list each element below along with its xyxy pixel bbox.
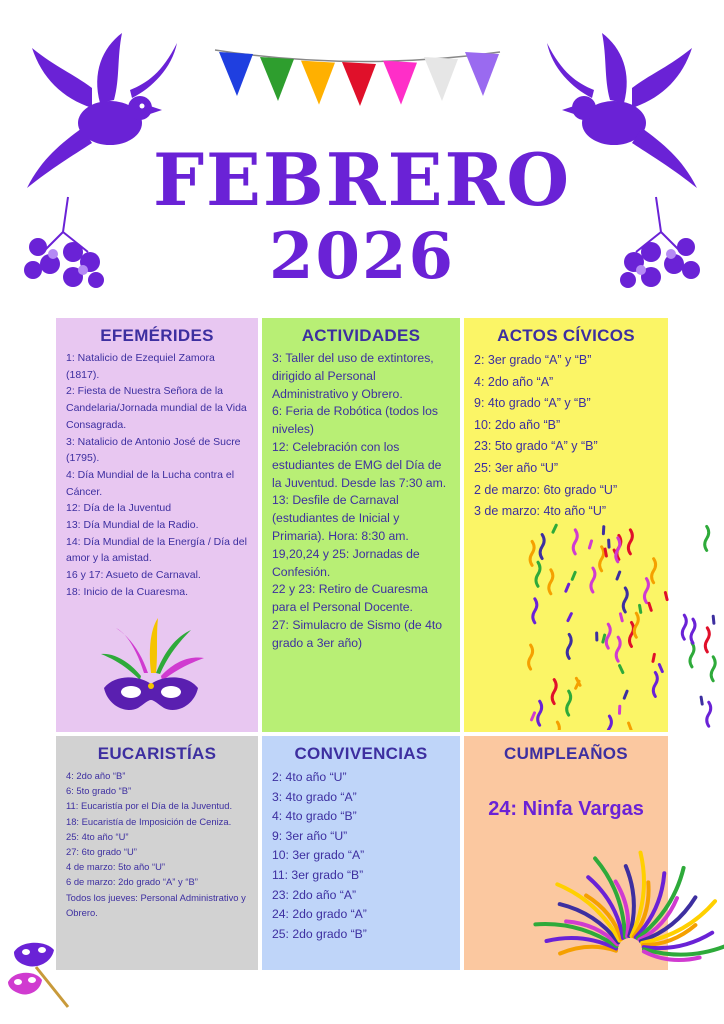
confetti-piece [530,541,534,565]
confetti-piece [553,525,556,532]
confetti-piece [549,570,553,594]
confetti-piece [653,654,654,661]
list-item: 16 y 17: Asueto de Carnaval. [66,569,201,582]
list-item: 23: 2do año “A” [272,887,357,902]
list-item: 25: 4to año “U” [66,830,129,842]
confetti-piece [665,593,667,600]
birthday-entry: 24: Ninfa Vargas [488,798,644,820]
confetti-piece [623,588,627,612]
confetti-piece [620,614,622,621]
list-item: 3: Natalicio de Antonio José de Sucre (1795). [66,435,241,465]
list-item: 27: Simulacro de Sismo (de 4to grado a 3er año) [272,617,443,650]
list-item: 12: Día de la Juventud [66,502,172,515]
list-item: 18: Eucaristía de Imposición de Ceniza. [66,815,232,827]
confetti-piece [644,579,648,603]
confetti-piece [533,599,537,623]
confetti-piece [707,702,711,726]
confetti [520,520,720,730]
actividades-list [272,350,450,653]
list-item: 4: 2do año “A” [474,374,554,389]
convivencias-panel [262,736,460,970]
confetti-piece [573,530,577,554]
confetti-piece [713,616,714,623]
confetti-piece [600,547,604,571]
bunting-flag [424,57,458,101]
confetti-piece [607,716,611,730]
confetti-piece [682,615,686,639]
page-year: 2026 [268,219,456,294]
list-item: 23: 5to grado “A” y “B” [474,439,598,454]
confetti-piece [603,635,605,642]
list-item: 3 de marzo: 4to año “U” [474,504,607,519]
list-item: 12: Celebración con los estudiantes de EMG del Día de la Juventud. Desde las 7:30 am. [272,439,447,490]
confetti-piece [540,535,544,559]
list-item: 2: 3er grado “A” y “B” [474,353,592,367]
cumpleanos-title: CUMPLEAÑOS [504,744,628,763]
confetti-piece [568,614,571,621]
list-item: 13: Desfile de Carnaval (estudiantes de Inicial y Primaria). Hora: 8:30 am. [272,493,409,543]
confetti-piece [634,613,638,637]
bunting-flag [301,61,335,105]
eucaristias-title: EUCARISTÍAS [97,744,217,763]
confetti-piece [616,637,620,661]
firework-ray [560,947,616,954]
eucaristias-list [66,768,248,920]
list-item: 4 de marzo: 5to año “U” [66,861,166,873]
list-item: 6: 5to grado “B” [66,785,132,797]
confetti-piece [653,672,657,696]
confetti-piece [711,657,715,681]
confetti-piece [629,622,633,646]
list-item: Todos los jueves: Personal Administrativo y Obrero. [66,891,246,918]
confetti-piece [566,584,569,591]
confetti-piece [567,634,571,658]
list-item: 22 y 23: Retiro de Cuaresma para el Personal Docente. [272,582,428,615]
efemerides-list [66,350,248,601]
carnival-mask-icon [96,618,206,718]
confetti-piece [620,666,623,673]
fireworks-icon [520,840,724,1024]
list-item: 2 de marzo: 6to grado “U” [474,482,618,497]
list-item: 10: 3er grado “A” [272,848,365,863]
list-item: 3: 4to grado “A” [272,789,357,804]
actos-civicos-title: ACTOS CÍVICOS [497,326,635,345]
list-item: 25: 2do grado “B” [272,926,367,941]
list-item: 19,20,24 y 25: Jornadas de Confesión. [272,546,420,579]
list-item: 24: 2do grado “A” [272,907,367,922]
page-title: FEBRERO [152,137,572,222]
bunting-flag [342,62,376,106]
confetti-piece [659,665,662,672]
bunting [205,42,515,122]
confetti-piece [536,562,540,586]
list-item: 13: Día Mundial de la Radio. [66,519,199,532]
list-item: 4: 4to grado “B” [272,809,357,824]
confetti-piece [629,723,632,730]
efemerides-panel [56,318,258,732]
actos-civicos-list [474,350,658,523]
confetti-piece [532,713,535,720]
convivencias-title: CONVIVENCIAS [294,744,428,763]
list-item: 6: Feria de Robótica (todos los niveles) [272,404,438,437]
confetti-piece [589,541,591,548]
list-item: 25: 3er año “U” [474,460,559,475]
actividades-panel [262,318,460,732]
actividades-title: ACTIVIDADES [301,326,421,345]
confetti-piece [555,722,559,730]
list-item: 3: Taller del uso de extintores, dirigido al Personal Administrativo y Obrero. [272,351,434,401]
list-item: 10: 2do año “B” [474,417,561,432]
confetti-piece [606,624,610,648]
list-item: 9: 3er año “U” [272,828,348,843]
list-item: 11: 3er grado “B” [272,867,364,882]
list-item: 9: 4to grado “A” y “B” [474,396,591,411]
list-item: 6 de marzo: 2do grado “A” y “B” [66,876,198,888]
list-item: 11: Eucaristía por el Día de la Juventud. [66,800,233,812]
bunting-flag [219,52,253,96]
confetti-piece [628,530,632,554]
eucaristias-panel [56,736,258,970]
confetti-piece [567,691,571,715]
list-item: 4: 2do año “B” [66,770,126,781]
list-item: 2: Fiesta de Nuestra Señora de la Candelaria/Jornada mundial de la Vida Consagrada. [66,385,247,431]
efemerides-title: EFEMÉRIDES [100,326,214,345]
bunting-flag [260,57,294,101]
confetti-piece [691,619,695,643]
list-item: 18: Inicio de la Cuaresma. [66,585,188,598]
confetti-piece [538,701,542,725]
list-item: 27: 6to grado “U” [66,846,137,858]
carnival-mask-icon [6,932,76,1012]
bunting-flag [383,61,417,105]
confetti-piece [529,645,533,669]
confetti-piece [649,603,651,610]
list-item: 14: Día Mundial de la Energía / Día del amor y la amistad. [66,535,247,565]
bunting-flag [465,52,499,96]
confetti-piece [552,680,556,704]
list-item: 1: Natalicio de Ezequiel Zamora (1817). [66,352,215,381]
confetti-piece [624,691,627,698]
confetti-piece [640,605,641,612]
confetti-piece [701,697,702,704]
confetti-piece [705,526,709,550]
confetti-piece [652,559,656,583]
confetti-piece [690,643,694,667]
confetti-piece [572,572,575,579]
confetti-piece [591,568,595,592]
confetti-piece [617,572,620,579]
confetti-piece [705,628,709,652]
list-item: 2: 4to año “U” [272,770,347,784]
convivencias-list [272,768,450,944]
list-item: 4: Día Mundial de la Lucha contra el Cáncer. [66,468,235,498]
confetti-piece [605,549,606,556]
